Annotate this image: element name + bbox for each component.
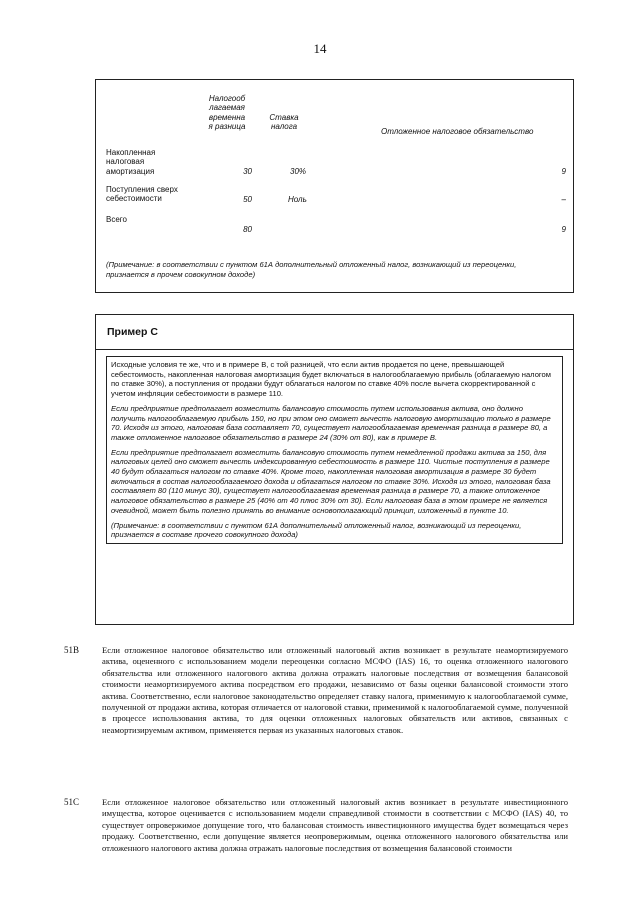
paragraph-51c: Если отложенное налоговое обязательство или отложенный налоговый актив возникает в результате инвестиционного имущества, которое оценивается с использованием модели справедливой стоимости в соответствии с МСФО (IAS) 40, то существует опровержимое допущение того, что балансовая стоимость инвестиционного имущества будет возмещаться через продажу. Соответственно, если допущение является неопровержимым, оценка отложенного налогового обязательства или отложенного налогового актива должна отражать налоговые последствия от возмещения балансовой стоимости: [102, 797, 568, 853]
row-label-line: амортизация: [106, 166, 155, 176]
row2-diff: 50: [243, 195, 252, 204]
example-c-body: [106, 356, 563, 544]
row-label-accumulated-depreciation: [106, 148, 155, 176]
page-number: 14: [313, 41, 327, 56]
header-deferred-liability: Отложенное налоговое обязательство: [381, 127, 534, 136]
header-tax-rate: [263, 113, 305, 132]
example-c-box: [95, 314, 574, 625]
example-c-paragraph: Если предприятие предполагает возместить балансовую стоимость путем немедленной продажи актива за 150, для налоговых целей оно сможет вычесть индексированную себестоимость в размере 110. Чистые поступления в размере 40 будут облагаться налогом по ставке 40%. Кроме того, накопленная налоговая амортизация в размере 30 будет включаться в состав налогооблагаемого дохода и облагаться налогом по ставке 30%. Исходя из этого, налоговая база составляет 80 (110 минус 30), существует налогооблагаемая временная разница в размере 70, а также отложенное налоговое обязательство в размере 25 (40% от 40 плюс 30% от 30). Если налоговая база в этом примере не является очевидной, может быть полезно принять во внимание основополагающий принцип, изложенный в пункте 10.: [111, 447, 551, 515]
row3-diff: 80: [243, 225, 252, 234]
header-line: налога: [270, 122, 298, 132]
paragraph-51b: Если отложенное налоговое обязательство или отложенный налоговый актив возникает в результате неамортизируемого актива, оцененного с использованием модели переоценки согласно МСФО (IAS) 16, то оценка отложенного налогового обязательства или отложенного налогового актива должна отражать налоговые последствия от возмещения балансовой стоимости неамортизируемого актива посредством его продажи, независимо от базы оценки балансовой стоимости этого актива. Соответственно, если налоговое законодательство определяет ставку налога, применимую к налогооблагаемой сумме, полученной от продажи актива, которая отличается от налоговой ставки, применимой к налогооблагаемой сумме, полученной в процессе использования актива, то для оценки отложенных налоговых обязательств или активов, связанных с неамортизируемым активом, применяется первая из указанных налоговых ставок.: [102, 645, 568, 735]
row-label-total: Всего: [106, 215, 127, 224]
example-c-paragraph: Исходные условия те же, что и в примере В, с той разницей, что если актив продается по цене, превышающей себестоимость, накопленная налоговая амортизация будет включаться в налогооблагаемую прибыль (облагаемую налогом по ставке 30%), а поступления от продажи будут облагаться налогом по ставке 40% после вычета скорректированной с учетом инфляции себестоимости в размере 110.: [111, 360, 551, 399]
row-label-line: Поступления сверх: [106, 185, 178, 194]
row2-liability: –: [561, 195, 566, 204]
row2-rate: Ноль: [288, 195, 307, 204]
header-line: лагаемая: [209, 103, 245, 113]
header-line: я разница: [208, 121, 246, 131]
example-b-table-box: [95, 79, 574, 293]
row-label-proceeds: [106, 185, 178, 204]
row1-diff: 30: [243, 167, 252, 176]
example-c-paragraph: Если предприятие предполагает возместить балансовую стоимость путем использования актива, оно должно получить налогооблагаемую прибыль 150, но при этом оно сможет вычесть налоговую амортизацию только в размере 70. Исходя из этого, налоговая база составляет 70, существует налогооблагаемая временная разница в размере 80, а также отложенное налоговое обязательство в размере 24 (30% от 80), как в примере В.: [111, 403, 551, 442]
row-label-line: налоговая: [106, 157, 145, 167]
row1-rate: 30%: [290, 167, 307, 176]
example-c-title: Пример С: [107, 326, 158, 338]
row1-liability: 9: [561, 167, 566, 176]
row-label-line: себестоимости: [106, 194, 162, 204]
header-line: временна: [208, 112, 246, 122]
row3-liability: 9: [561, 225, 566, 234]
header-line: Ставка: [269, 113, 299, 122]
example-c-note: (Примечание: в соответствии с пунктом 61А дополнительный отложенный налог, возникающий из переоценки, признается в составе прочего совокупного дохода): [111, 520, 522, 540]
paragraph-label-51b: 51B: [64, 645, 80, 655]
row-label-line: Накопленная: [106, 148, 156, 157]
table-note: (Примечание: в соответствии с пунктом 61А дополнительный отложенный налог, возникающий из переоценки, признается в прочем совокупном доходе): [106, 260, 517, 279]
header-temporary-difference: [202, 94, 252, 131]
example-c-header: [96, 315, 573, 350]
header-line: Налогооб: [208, 94, 246, 103]
paragraph-label-51c: 51C: [64, 797, 80, 807]
